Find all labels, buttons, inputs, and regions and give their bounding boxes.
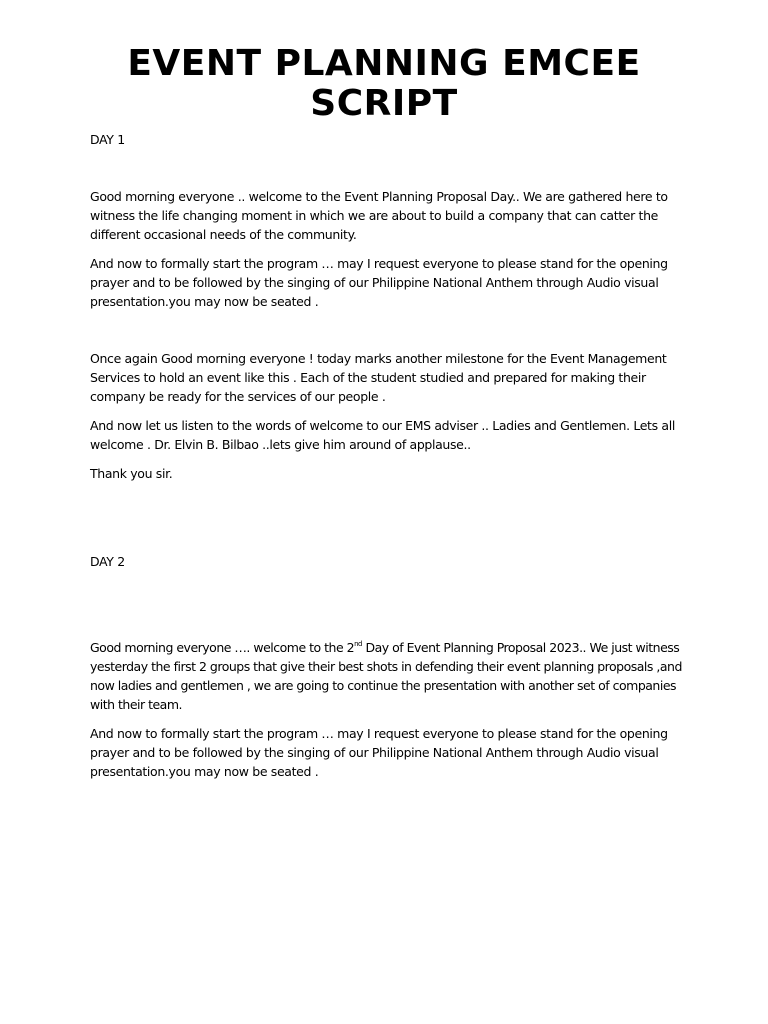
ordinal-superscript: nd	[354, 640, 362, 648]
day1-paragraph-2: And now to formally start the program … may I request everyone to please stand for the opening prayer and to be followed by the singing of our Philippine National Anthem through Audio visual presentation.you may now be seated .	[90, 256, 668, 309]
day1-heading: DAY 1	[90, 132, 125, 147]
day2-paragraph-1-rest: Day of Event Planning Proposal 2023.. We just witness yesterday the first 2 groups that give their best shots in defending their event planning proposals ,and now ladies and gentlemen , we are going to continue the presentation with another set of companies with their team.	[90, 640, 682, 712]
day1-paragraph-1: Good morning everyone .. welcome to the Event Planning Proposal Day.. We are gathered here to witness the life changing moment in which we are about to build a company that can catter the different occasional needs of the community.	[90, 189, 668, 242]
day1-paragraph-5: Thank you sir.	[90, 466, 173, 481]
day1-paragraph-4: And now let us listen to the words of welcome to our EMS adviser .. Ladies and Gentlemen. Lets all welcome . Dr. Elvin B. Bilbao ..lets give him around of applause..	[90, 418, 675, 452]
day1-paragraph-3: Once again Good morning everyone ! today marks another milestone for the Event Management Services to hold an event like this . Each of the student studied and prepared for making their company be ready for the services of our people .	[90, 351, 667, 404]
day2-paragraph-1-start: Good morning everyone …. welcome to the 2	[90, 640, 355, 655]
day2-paragraph-1	[90, 638, 686, 714]
day2-paragraph-2: And now to formally start the program … may I request everyone to please stand for the opening prayer and to be followed by the singing of our Philippine National Anthem through Audio visual presentation.you may now be seated .	[90, 726, 668, 779]
day2-heading: DAY 2	[90, 554, 125, 569]
document-title: EVENT PLANNING EMCEE SCRIPT	[127, 43, 641, 124]
